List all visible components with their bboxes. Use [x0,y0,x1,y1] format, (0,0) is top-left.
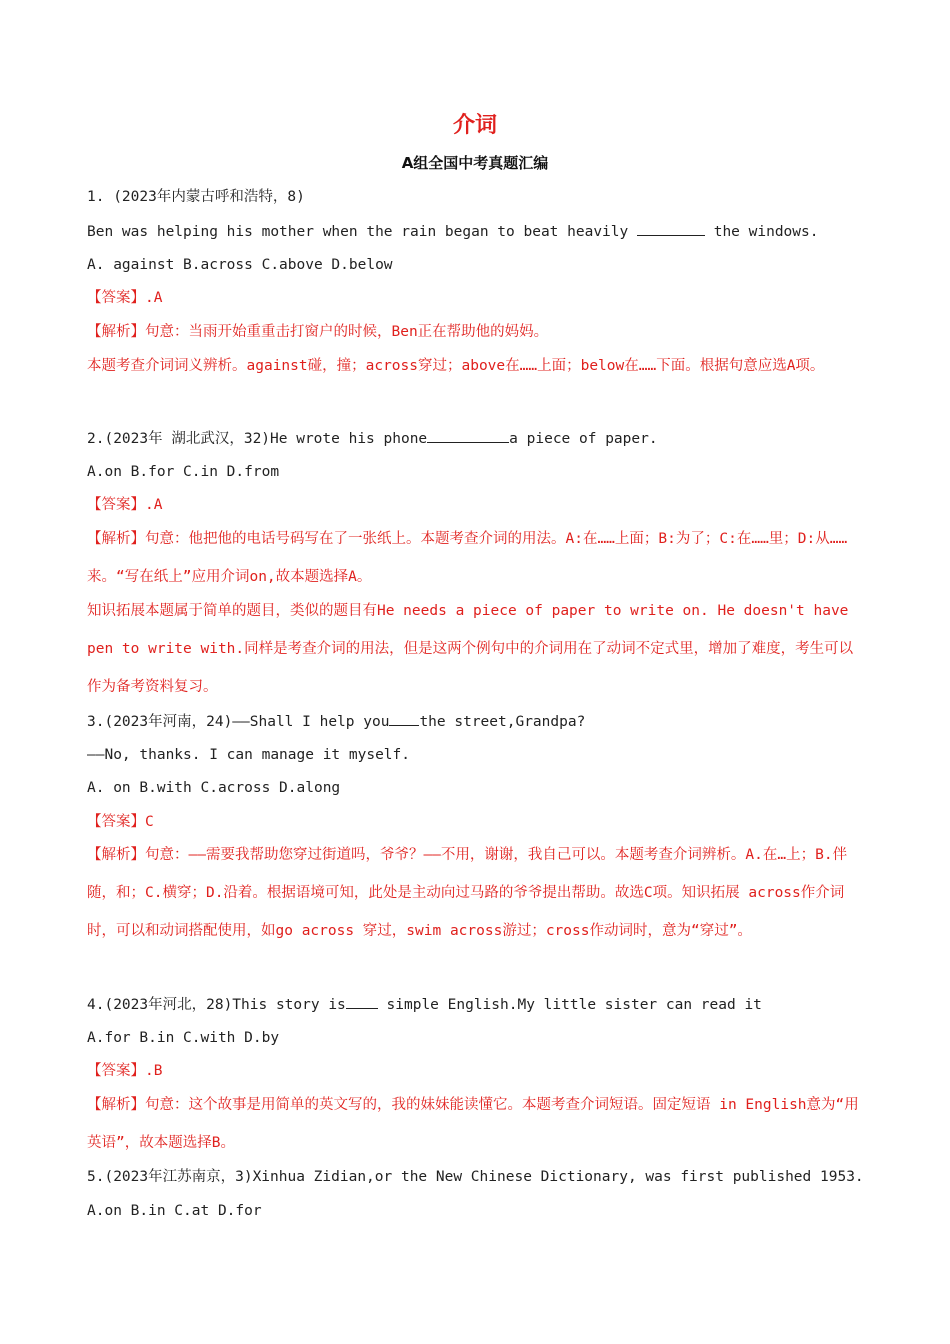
q5-options: A.on B.in C.at D.for [87,1203,262,1219]
q4-stem-part-b: simple English.My little sister can read it [386,997,762,1013]
q1-stem-part-a: Ben was helping his mother when the rain began to beat heavily [87,224,629,240]
q2-blank [427,428,509,443]
q1-stem-part-b: the windows. [713,224,819,240]
page-subtitle: A组全国中考真题汇编 [401,154,549,172]
q2-stem-part-b: a piece of paper. [509,431,658,447]
q4-answer: 【答案】.B [87,1063,163,1079]
q2-answer: 【答案】.A [87,497,163,513]
q2-options: A.on B.for C.in D.from [87,464,280,480]
q4-stem-part-a: 4.(2023年河北，28)This story is [87,997,346,1013]
q4-analysis: 【解析】句意：这个故事是用简单的英文写的，我的妹妹能读懂它。本题考查介词短语。固定短语 in English意为“用英语”，故本题选择B。 [87,1097,859,1151]
q3-answer: 【答案】C [87,814,154,830]
q2-analysis: 【解析】句意：他把他的电话号码写在了一张纸上。本题考查介词的用法。A:在……上面；B:为了；C:在……里；D:从……来。“写在纸上”应用介词on,故本题选择A。 [87,531,848,585]
q2-knowledge-extension: 知识拓展本题属于简单的题目，类似的题目有He needs a piece of paper to write on. He doesn't have pen to write with.同样是考查介词的用法，但是这两个例句中的介词用在了动词不定式里，增加了难度，考生可以作为备考资料复习。 [87,603,854,695]
q3-stem-part-a: 3.(2023年河南，24)——Shall I help you [87,714,390,730]
q3-blank [389,711,419,726]
q3-stem-part-b: the street,Grandpa? [419,714,586,730]
q3-stem [87,711,867,732]
page-title: 介词 [452,113,497,138]
q4-options: A.for B.in C.with D.by [87,1030,280,1046]
q1-stem [87,221,867,242]
q3-reply: ——No, thanks. I can manage it myself. [87,747,411,763]
q2-stem-part-a: 2.(2023年 湖北武汉，32)He wrote his phone [87,431,428,447]
q5-stem: 5.(2023年江苏南京，3)Xinhua Zidian,or the New Chinese Dictionary, was first published 1953. [87,1169,864,1185]
q1-analysis: 【解析】句意：当雨开始重重击打窗户的时候，Ben正在帮助他的妈妈。 [87,324,549,340]
q1-options: A. against B.across C.above D.below [87,257,393,273]
q1-blank [637,221,705,236]
q3-analysis: 【解析】句意：——需要我帮助您穿过街道吗，爷爷？——不用，谢谢，我自己可以。本题考查介词辨析。A.在…上；B.伴随，和；C.横穿；D.沿着。根据语境可知，此处是主动向过马路的爷爷提出帮助。故选C项。知识拓展 across作介词时，可以和动词搭配使用，如go across 穿过，swim across游过；cross作动词时，意为“穿过”。 [87,847,848,939]
q2-stem [87,428,867,449]
q1-answer: 【答案】.A [87,290,163,306]
q4-stem [87,994,867,1015]
q3-options: A. on B.with C.across D.along [87,780,341,796]
q1-analysis-detail: 本题考查介词词义辨析。against碰，撞；across穿过；above在……上面；below在……下面。根据句意应选A项。 [87,358,825,374]
q1-source: 1. (2023年内蒙古呼和浩特，8) [87,189,305,205]
q4-blank [346,994,378,1009]
